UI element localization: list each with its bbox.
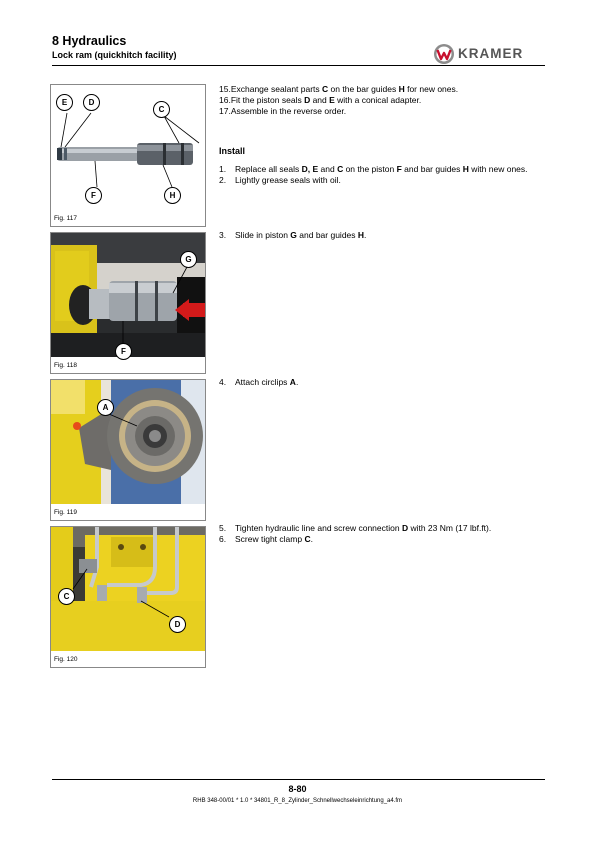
step-text: with 23 Nm (17 lbf.ft). [408, 523, 492, 533]
figure-caption: Fig. 118 [54, 362, 78, 369]
callout-e: E [56, 94, 73, 111]
steps-install [219, 164, 549, 186]
step-number: 1. [219, 164, 227, 174]
step-text: and bar guides [296, 230, 358, 240]
part-reference: H [398, 84, 405, 94]
part-reference: E [329, 95, 335, 105]
step-text: on the piston [343, 164, 397, 174]
step-text: Exchange sealant parts [230, 84, 323, 94]
step-text: Screw tight clamp [235, 534, 305, 544]
footer-rule [52, 779, 545, 780]
callout-g: G [180, 251, 197, 268]
callout-d: D [83, 94, 100, 111]
callout-d: D [169, 616, 186, 633]
part-reference: F [396, 164, 402, 174]
instruction-step [219, 95, 549, 106]
step-text: . [295, 377, 299, 387]
step-text: Assemble in the reverse order. [230, 106, 347, 116]
step-text: Fit the piston seals [230, 95, 305, 105]
figure-120 [50, 526, 206, 668]
figure-118-photo [51, 233, 205, 357]
part-reference: D [401, 523, 409, 533]
step-text: Replace all seals [235, 164, 302, 174]
step-text: and [310, 95, 330, 105]
document-id: RHB 348-00/01 * 1.0 * 34801_R_8_Zylinder_Schnellwechseleinrichtung_a4.fm [192, 798, 403, 804]
callout-f: F [115, 343, 132, 360]
figure-117-photo [51, 85, 205, 210]
step-number: 16. [219, 95, 231, 105]
figure-119 [50, 379, 206, 521]
part-reference: H [462, 164, 469, 174]
figure-118 [50, 232, 206, 374]
step-text: with a conical adapter. [334, 95, 422, 105]
figure-120-photo [51, 527, 205, 651]
callout-a: A [97, 399, 114, 416]
part-reference: G [290, 230, 297, 240]
callout-f: F [85, 187, 102, 204]
step-text: and [318, 164, 338, 174]
part-reference: D, E [301, 164, 319, 174]
callout-c: C [153, 101, 170, 118]
step-number: 3. [219, 230, 227, 240]
part-reference: A [289, 377, 296, 387]
instruction-step [219, 175, 549, 186]
instruction-step [219, 164, 549, 175]
step-text: . [364, 230, 367, 240]
step-text: Tighten hydraulic line and screw connection [235, 523, 402, 533]
part-reference: C [304, 534, 311, 544]
brand-name: KRAMER [458, 46, 524, 61]
section-title: Lock ram (quickhitch facility) [52, 50, 177, 60]
figure-caption: Fig. 120 [54, 656, 78, 663]
page-number: 8-80 [288, 784, 307, 794]
instruction-step [219, 84, 549, 95]
steps-remove [219, 84, 549, 117]
instruction-step [219, 377, 549, 388]
step-text: Slide in piston [235, 230, 291, 240]
part-reference: C [322, 84, 329, 94]
figure-caption: Fig. 119 [54, 509, 78, 516]
instruction-step [219, 523, 549, 534]
step-number: 17. [219, 106, 231, 116]
part-reference: D [304, 95, 311, 105]
step-number: 5. [219, 523, 227, 533]
step-text: . [310, 534, 313, 544]
step-text: on the bar guides [328, 84, 399, 94]
kramer-logo [433, 42, 545, 66]
instruction-step [219, 106, 549, 117]
step-number: 2. [219, 175, 227, 185]
part-reference: H [357, 230, 365, 240]
callout-h: H [164, 187, 181, 204]
part-reference: C [337, 164, 344, 174]
step-text: for new ones. [404, 84, 459, 94]
step-number: 4. [219, 377, 227, 387]
callout-c: C [58, 588, 75, 605]
step-text: and bar guides [401, 164, 463, 174]
steps-5-6 [219, 523, 549, 545]
step-number: 15. [219, 84, 231, 94]
chapter-title: 8 Hydraulics [52, 34, 127, 48]
step-4 [219, 377, 549, 388]
figure-119-photo [51, 380, 205, 504]
step-number: 6. [219, 534, 227, 544]
instruction-step [219, 230, 549, 241]
header-rule [52, 65, 545, 66]
figure-117 [50, 84, 206, 227]
step-text: Lightly grease seals with oil. [235, 175, 341, 185]
instruction-step [219, 534, 549, 545]
install-heading: Install [219, 146, 246, 156]
step-text: Attach circlips [235, 377, 290, 387]
kramer-logo-icon [433, 43, 455, 65]
figure-caption: Fig. 117 [54, 215, 78, 222]
step-text: with new ones. [468, 164, 528, 174]
step-3 [219, 230, 549, 241]
